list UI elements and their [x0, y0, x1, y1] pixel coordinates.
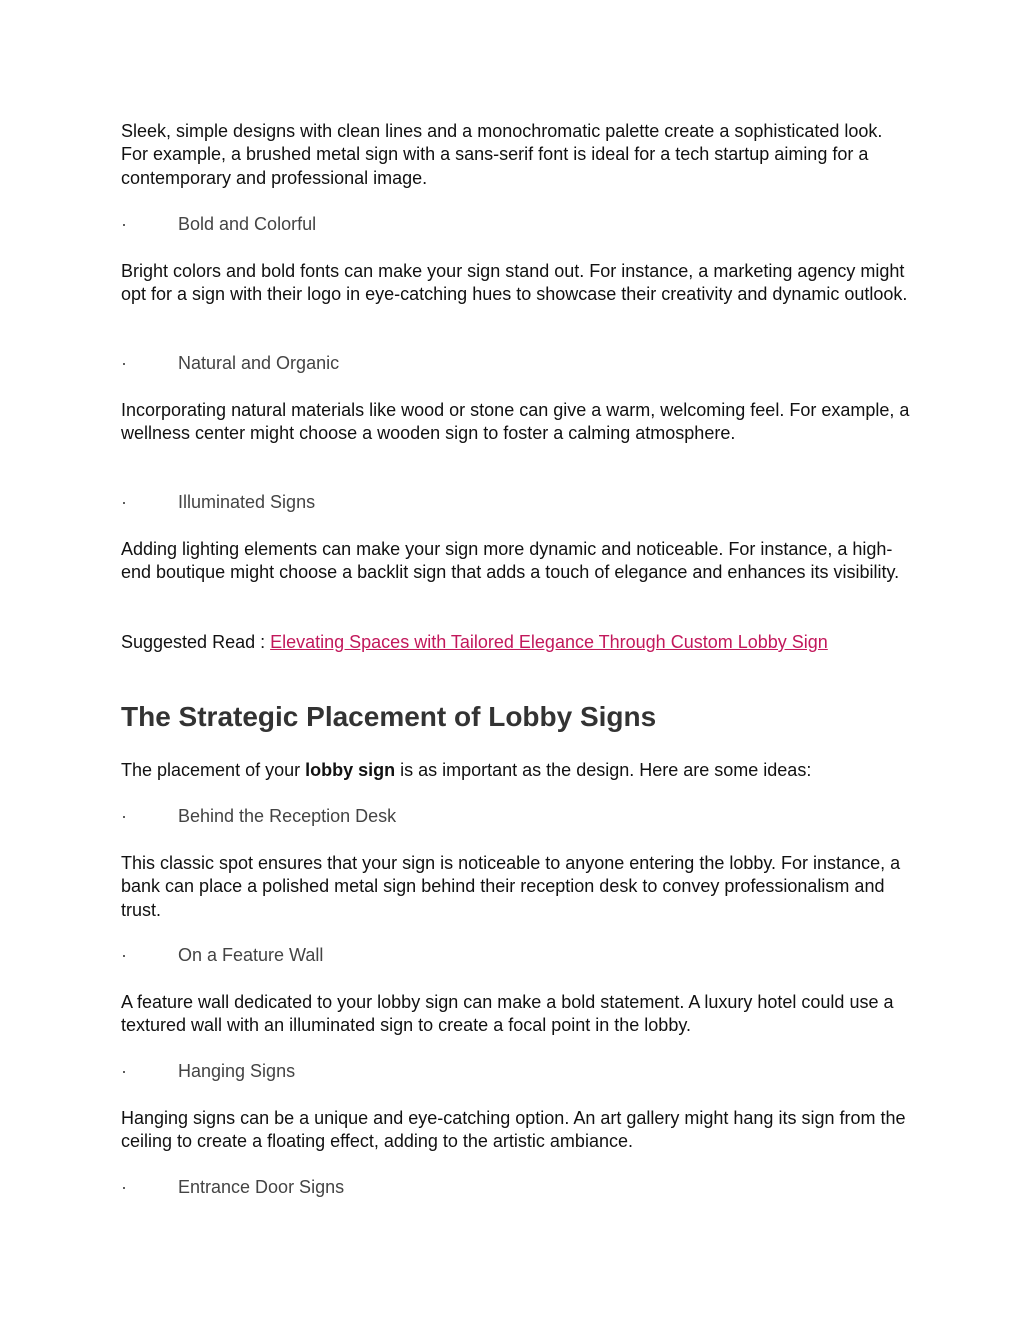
bullet-label: Natural and Organic	[178, 353, 340, 373]
bullet-label: Bold and Colorful	[178, 214, 317, 234]
bullet-hanging-signs	[121, 1060, 911, 1083]
bullet-on-a-feature-wall	[121, 944, 911, 967]
bullet-label: Hanging Signs	[178, 1061, 296, 1081]
suggested-read-prefix: Suggested Read :	[121, 632, 271, 652]
intro-bold-term: lobby sign	[305, 760, 396, 780]
bullet-dot: ·	[121, 492, 127, 512]
paragraph-modern-minimalist: Sleek, simple designs with clean lines and a monochromatic palette create a sophisticated look. For example, a brushed metal sign with a sans-serif font is ideal for a tech startup aiming for a contemporary and professional image.	[121, 121, 883, 188]
bullet-label: Behind the Reception Desk	[178, 806, 397, 826]
bullet-dot: ·	[121, 214, 127, 234]
suggested-read	[121, 631, 911, 654]
suggested-read-link[interactable]: Elevating Spaces with Tailored Elegance Through Custom Lobby Sign	[270, 632, 828, 652]
bullet-entrance-door-signs	[121, 1176, 911, 1199]
paragraph-behind-reception-desk: This classic spot ensures that your sign is noticeable to anyone entering the lobby. For instance, a bank can place a polished metal sign behind their reception desk to convey professionalism and trust.	[121, 853, 901, 920]
bullet-dot: ·	[121, 1061, 127, 1081]
bullet-label: Illuminated Signs	[178, 492, 316, 512]
bullet-natural-and-organic	[121, 352, 911, 375]
section-heading: The Strategic Placement of Lobby Signs	[121, 701, 657, 732]
bullet-dot: ·	[121, 945, 127, 965]
bullet-label: On a Feature Wall	[178, 945, 324, 965]
paragraph-natural-and-organic: Incorporating natural materials like wood or stone can give a warm, welcoming feel. For example, a wellness center might choose a wooden sign to foster a calming atmosphere.	[121, 400, 910, 444]
paragraph-on-a-feature-wall: A feature wall dedicated to your lobby sign can make a bold statement. A luxury hotel could use a textured wall with an illuminated sign to create a focal point in the lobby.	[121, 992, 894, 1036]
bullet-label: Entrance Door Signs	[178, 1177, 345, 1197]
bullet-dot: ·	[121, 353, 127, 373]
intro-text-before: The placement of your	[121, 760, 306, 780]
bullet-bold-and-colorful	[121, 213, 911, 236]
bullet-dot: ·	[121, 1177, 127, 1197]
intro-text-after: is as important as the design. Here are some ideas:	[395, 760, 812, 780]
paragraph-hanging-signs: Hanging signs can be a unique and eye-catching option. An art gallery might hang its sign from the ceiling to create a floating effect, adding to the artistic ambiance.	[121, 1108, 906, 1152]
paragraph-illuminated-signs: Adding lighting elements can make your sign more dynamic and noticeable. For instance, a high-end boutique might choose a backlit sign that adds a touch of elegance and enhances its visibility.	[121, 539, 900, 583]
bullet-behind-reception-desk	[121, 805, 911, 828]
paragraph-placement-intro	[121, 759, 911, 782]
paragraph-bold-and-colorful: Bright colors and bold fonts can make your sign stand out. For instance, a marketing agency might opt for a sign with their logo in eye-catching hues to showcase their creativity and dynamic outlook.	[121, 261, 908, 305]
bullet-illuminated-signs	[121, 491, 911, 514]
bullet-dot: ·	[121, 806, 127, 826]
